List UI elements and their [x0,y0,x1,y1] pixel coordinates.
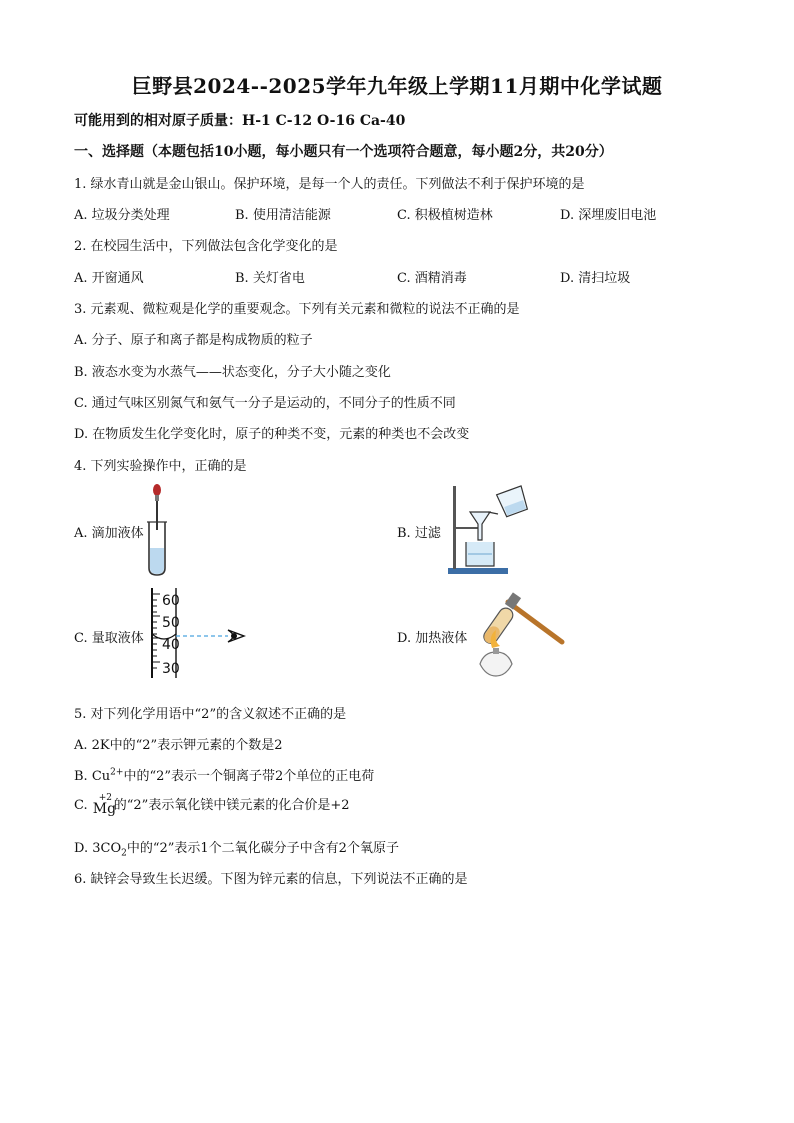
q2-option-c: C. 酒精消毒 [397,271,467,286]
q5-option-c-text: 的“2”表示氧化镁中镁元素的化合价是+2 [113,798,350,813]
section-heading: 一、选择题（本题包括10小题，每小题只有一个选项符合题意，每小题2分，共20分） [74,144,613,160]
cylinder-tick-30: 30 [162,661,180,677]
copper-charge: 2+ [110,767,124,778]
q1-option-a: A. 垃圾分类处理 [74,208,170,223]
q5-option-d-text: 中的“2”表示1个二氧化碳分子中含有2个氧原子 [126,841,399,856]
magnesium-valence-symbol [92,792,117,817]
q4-option-b: B. 过滤 [397,526,441,541]
q6-stem: 6. 缺锌会导致生长迟缓。下图为锌元素的信息，下列说法不正确的是 [74,872,468,887]
q2-option-b: B. 关灯省电 [235,271,305,286]
dropper-figure [140,482,176,578]
q2-option-a: A. 开窗通风 [74,271,144,286]
q1-stem: 1. 绿水青山就是金山银山。保护环境，是每一个人的责任。下列做法不利于保护环境的是 [74,177,585,192]
q3-stem: 3. 元素观、微粒观是化学的重要观念。下列有关元素和微粒的说法不正确的是 [74,302,520,317]
q2-option-d: D. 清扫垃圾 [560,271,631,286]
q5-option-d [74,837,399,859]
q4-stem: 4. 下列实验操作中，正确的是 [74,459,247,474]
magnesium-symbol: Mg [92,800,117,817]
q5-stem: 5. 对下列化学用语中“2”的含义叙述不正确的是 [74,707,347,722]
q4-option-d: D. 加热液体 [397,631,468,646]
q5-option-c [74,794,349,817]
copper-symbol: Cu [91,769,111,784]
q3-option-b: B. 液态水变为水蒸气——状态变化，分子大小随之变化 [74,365,391,380]
filtration-figure [442,484,542,576]
q1-option-b: B. 使用清洁能源 [235,208,331,223]
magnesium-valence: +2 [98,792,113,803]
heating-figure [470,590,566,680]
cylinder-tick-40: 40 [162,637,180,653]
co2-formula: D. 3CO [74,841,122,856]
q3-option-d: D. 在物质发生化学变化时，原子的种类不变，元素的种类也不会改变 [74,427,470,442]
q5-option-b: B. $Cu^{2+}$中的“2”表示一个铜离子带2个单位的正电荷 [74,767,375,784]
q1-option-c: C. 积极植树造林 [397,208,493,223]
q3-option-c: C. 通过气味区别氮气和氨气一分子是运动的，不同分子的性质不同 [74,396,456,411]
atomic-masses: 可能用到的相对原子质量：H-1 C-12 O-16 Ca-40 [74,113,406,129]
cylinder-tick-50: 50 [162,615,180,631]
page-title: 巨野县2024--2025学年九年级上学期11月期中化学试题 [131,74,663,98]
q2-stem: 2. 在校园生活中，下列做法包含化学变化的是 [74,239,338,254]
q1-option-d: D. 深埋废旧电池 [560,208,657,223]
q5-option-b-text: 中的“2”表示一个铜离子带2个单位的正电荷 [123,769,375,784]
q5-option-c-prefix: C. [74,798,92,813]
q5-option-a: A. 2K中的“2”表示钾元素的个数是2 [74,738,283,753]
q4-option-c: C. 量取液体 [74,631,144,646]
co2-subscript: 2 [121,848,127,859]
q4-option-a: A. 滴加液体 [74,526,144,541]
cylinder-tick-60: 60 [162,593,180,609]
q3-option-a: A. 分子、原子和离子都是构成物质的粒子 [74,333,313,348]
